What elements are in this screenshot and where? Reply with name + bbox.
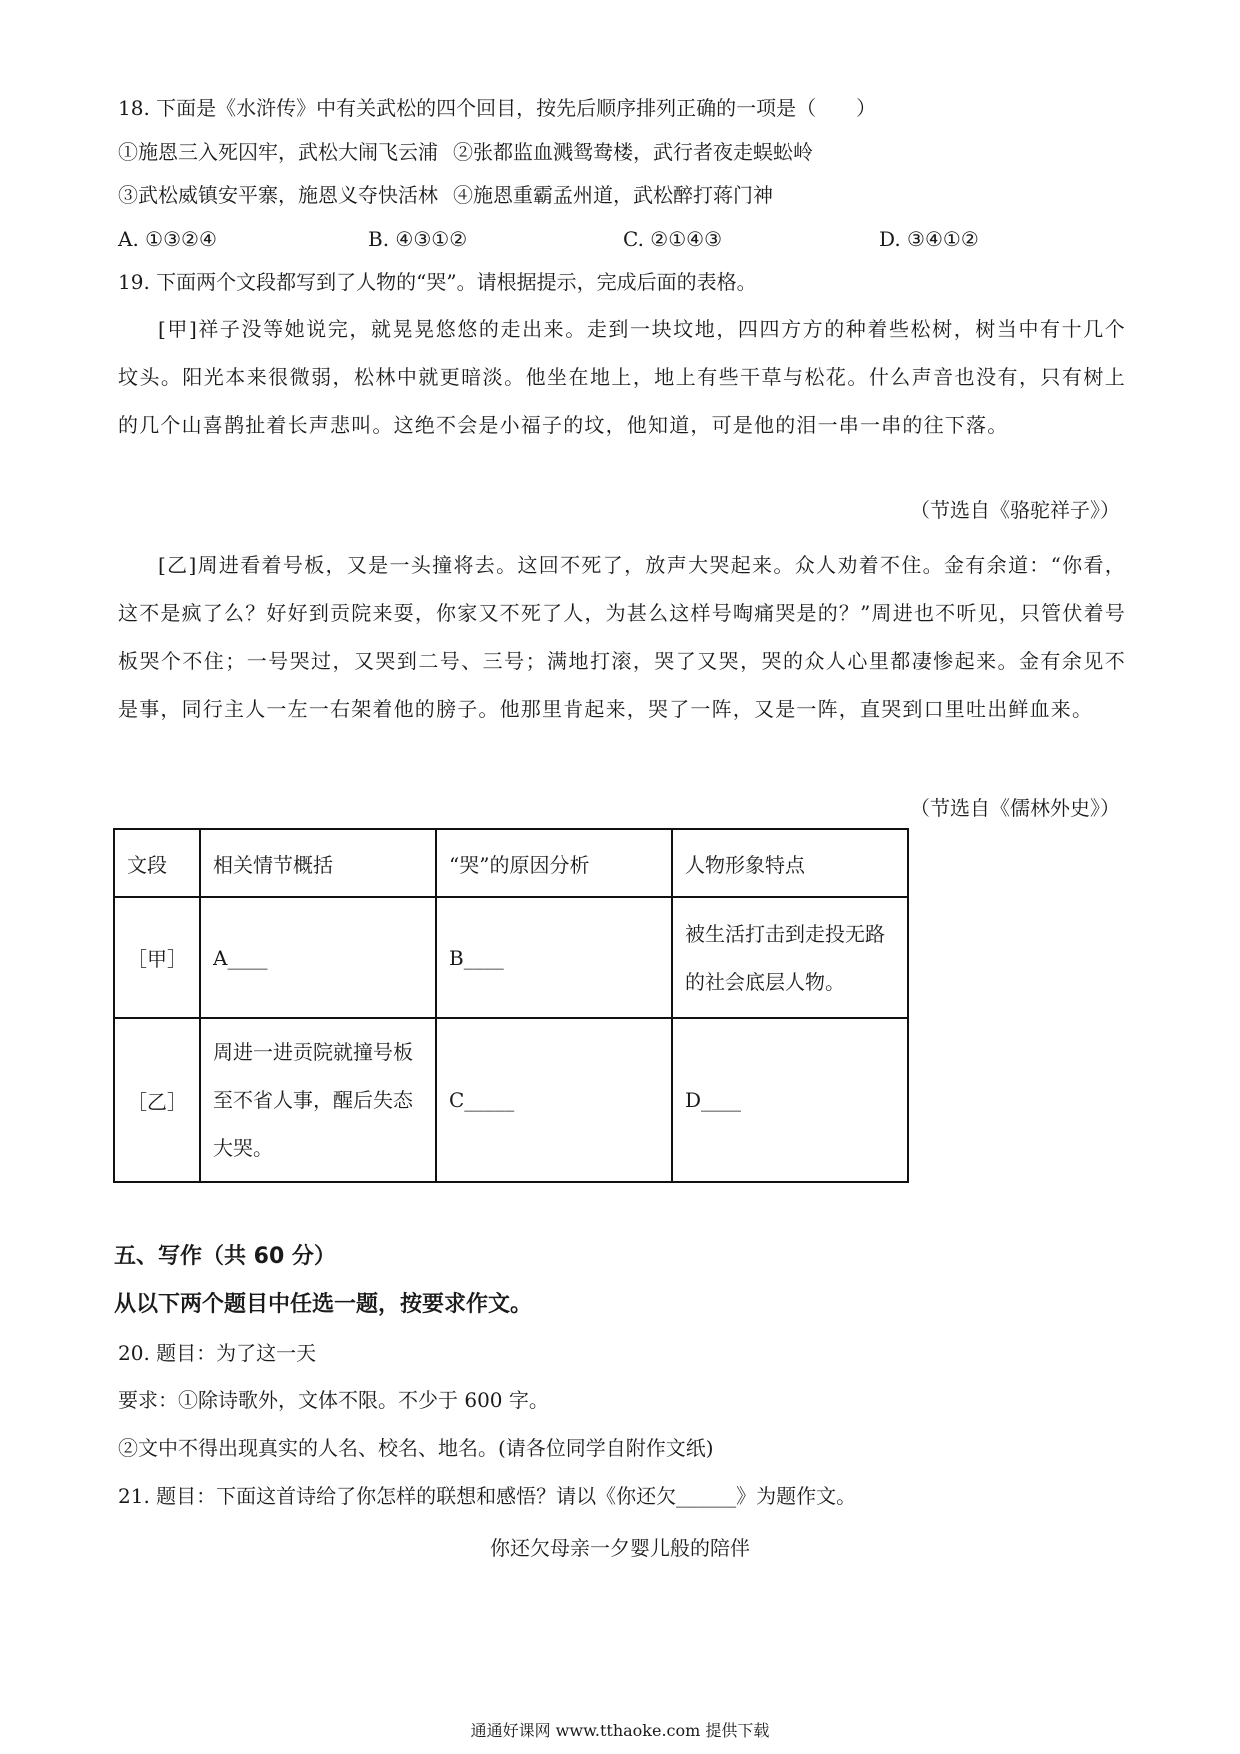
table-row [114, 897, 908, 1018]
answer-table [113, 828, 909, 1183]
footer-credit: 通通好课网 www.tthaoke.com 提供下载 [470, 1721, 770, 1740]
table-cell: C_____ [436, 1018, 672, 1182]
q18-item-3: ③武松威镇安平寨，施恩义夺快活林 [118, 183, 438, 207]
table-cell: B____ [436, 897, 672, 1018]
q18-option-d: D. ③④①② [879, 227, 979, 251]
q20-requirement-2: ②文中不得出现真实的人名、校名、地名。(请各位同学自附作文纸) [118, 1436, 714, 1460]
q21-title: 21. 题目：下面这首诗给了你怎样的联想和感悟？请以《你还欠______》为题作文。 [118, 1484, 857, 1508]
q18-option-b: B. ④③①② [368, 227, 468, 251]
table-cell: 周进一进贡院就撞号板至不省人事，醒后失态大哭。 [200, 1018, 436, 1182]
passage-a: [甲]祥子没等她说完，就晃晃悠悠的走出来。走到一块坟地，四四方方的种着些松树，树当中有十几个坟头。阳光本来很微弱，松林中就更暗淡。他坐在地上，地上有些干草与松花。什么声音也没有，只有树上的几个山喜鹊扯着长声悲叫。这绝不会是小福子的坟，他知道，可是他的泪一串一串的往下落。 [118, 317, 1126, 437]
source-a: （节选自《骆驼祥子》） [910, 498, 1120, 522]
table-header-cell: 文段 [114, 829, 200, 897]
table-header-cell: “哭”的原因分析 [436, 829, 672, 897]
q18-item-2: ②张都监血溅鸳鸯楼，武行者夜走蜈蚣岭 [453, 140, 813, 164]
q18-option-c: C. ②①④③ [623, 227, 723, 251]
poem-line: 你还欠母亲一夕婴儿般的陪伴 [490, 1536, 750, 1560]
table-row [114, 1018, 908, 1182]
q20-title: 20. 题目：为了这一天 [118, 1341, 317, 1365]
q19-stem: 19. 下面两个文段都写到了人物的“哭”。请根据提示，完成后面的表格。 [118, 270, 757, 294]
q18-item-4: ④施恩重霸孟州道，武松醉打蒋门神 [453, 183, 773, 207]
q18-stem: 18. 下面是《水浒传》中有关武松的四个回目，按先后顺序排列正确的一项是（ ） [118, 96, 877, 120]
table-header-cell: 人物形象特点 [672, 829, 908, 897]
table-cell: ［乙］ [114, 1018, 200, 1182]
table-cell: ［甲］ [114, 897, 200, 1018]
table-cell: A____ [200, 897, 436, 1018]
q18-option-a: A. ①③②④ [118, 227, 217, 251]
table-header-cell: 相关情节概括 [200, 829, 436, 897]
q20-requirement-1: 要求：①除诗歌外，文体不限。不少于 600 字。 [118, 1388, 549, 1412]
table-header-row [114, 829, 908, 897]
passage-b: [乙]周进看着号板，又是一头撞将去。这回不死了，放声大哭起来。众人劝着不住。金有余道：“你看，这不是疯了么？好好到贡院来耍，你家又不死了人，为甚么这样号啕痛哭是的？”周进也不听见，只管伏着号板哭个不住；一号哭过，又哭到二号、三号；满地打滚，哭了又哭，哭的众人心里都凄惨起来。金有余见不是事，同行主人一左一右架着他的膀子。他那里肯起来，哭了一阵，又是一阵，直哭到口里吐出鲜血来。 [118, 553, 1126, 721]
table-cell: D____ [672, 1018, 908, 1182]
source-b: （节选自《儒林外史》） [910, 796, 1120, 820]
q18-item-1: ①施恩三入死囚牢，武松大闹飞云浦 [118, 140, 438, 164]
section-title: 五、写作（共 60 分） [114, 1244, 336, 1269]
table-cell: 被生活打击到走投无路的社会底层人物。 [672, 897, 908, 1018]
section-instruction: 从以下两个题目中任选一题，按要求作文。 [114, 1292, 533, 1317]
